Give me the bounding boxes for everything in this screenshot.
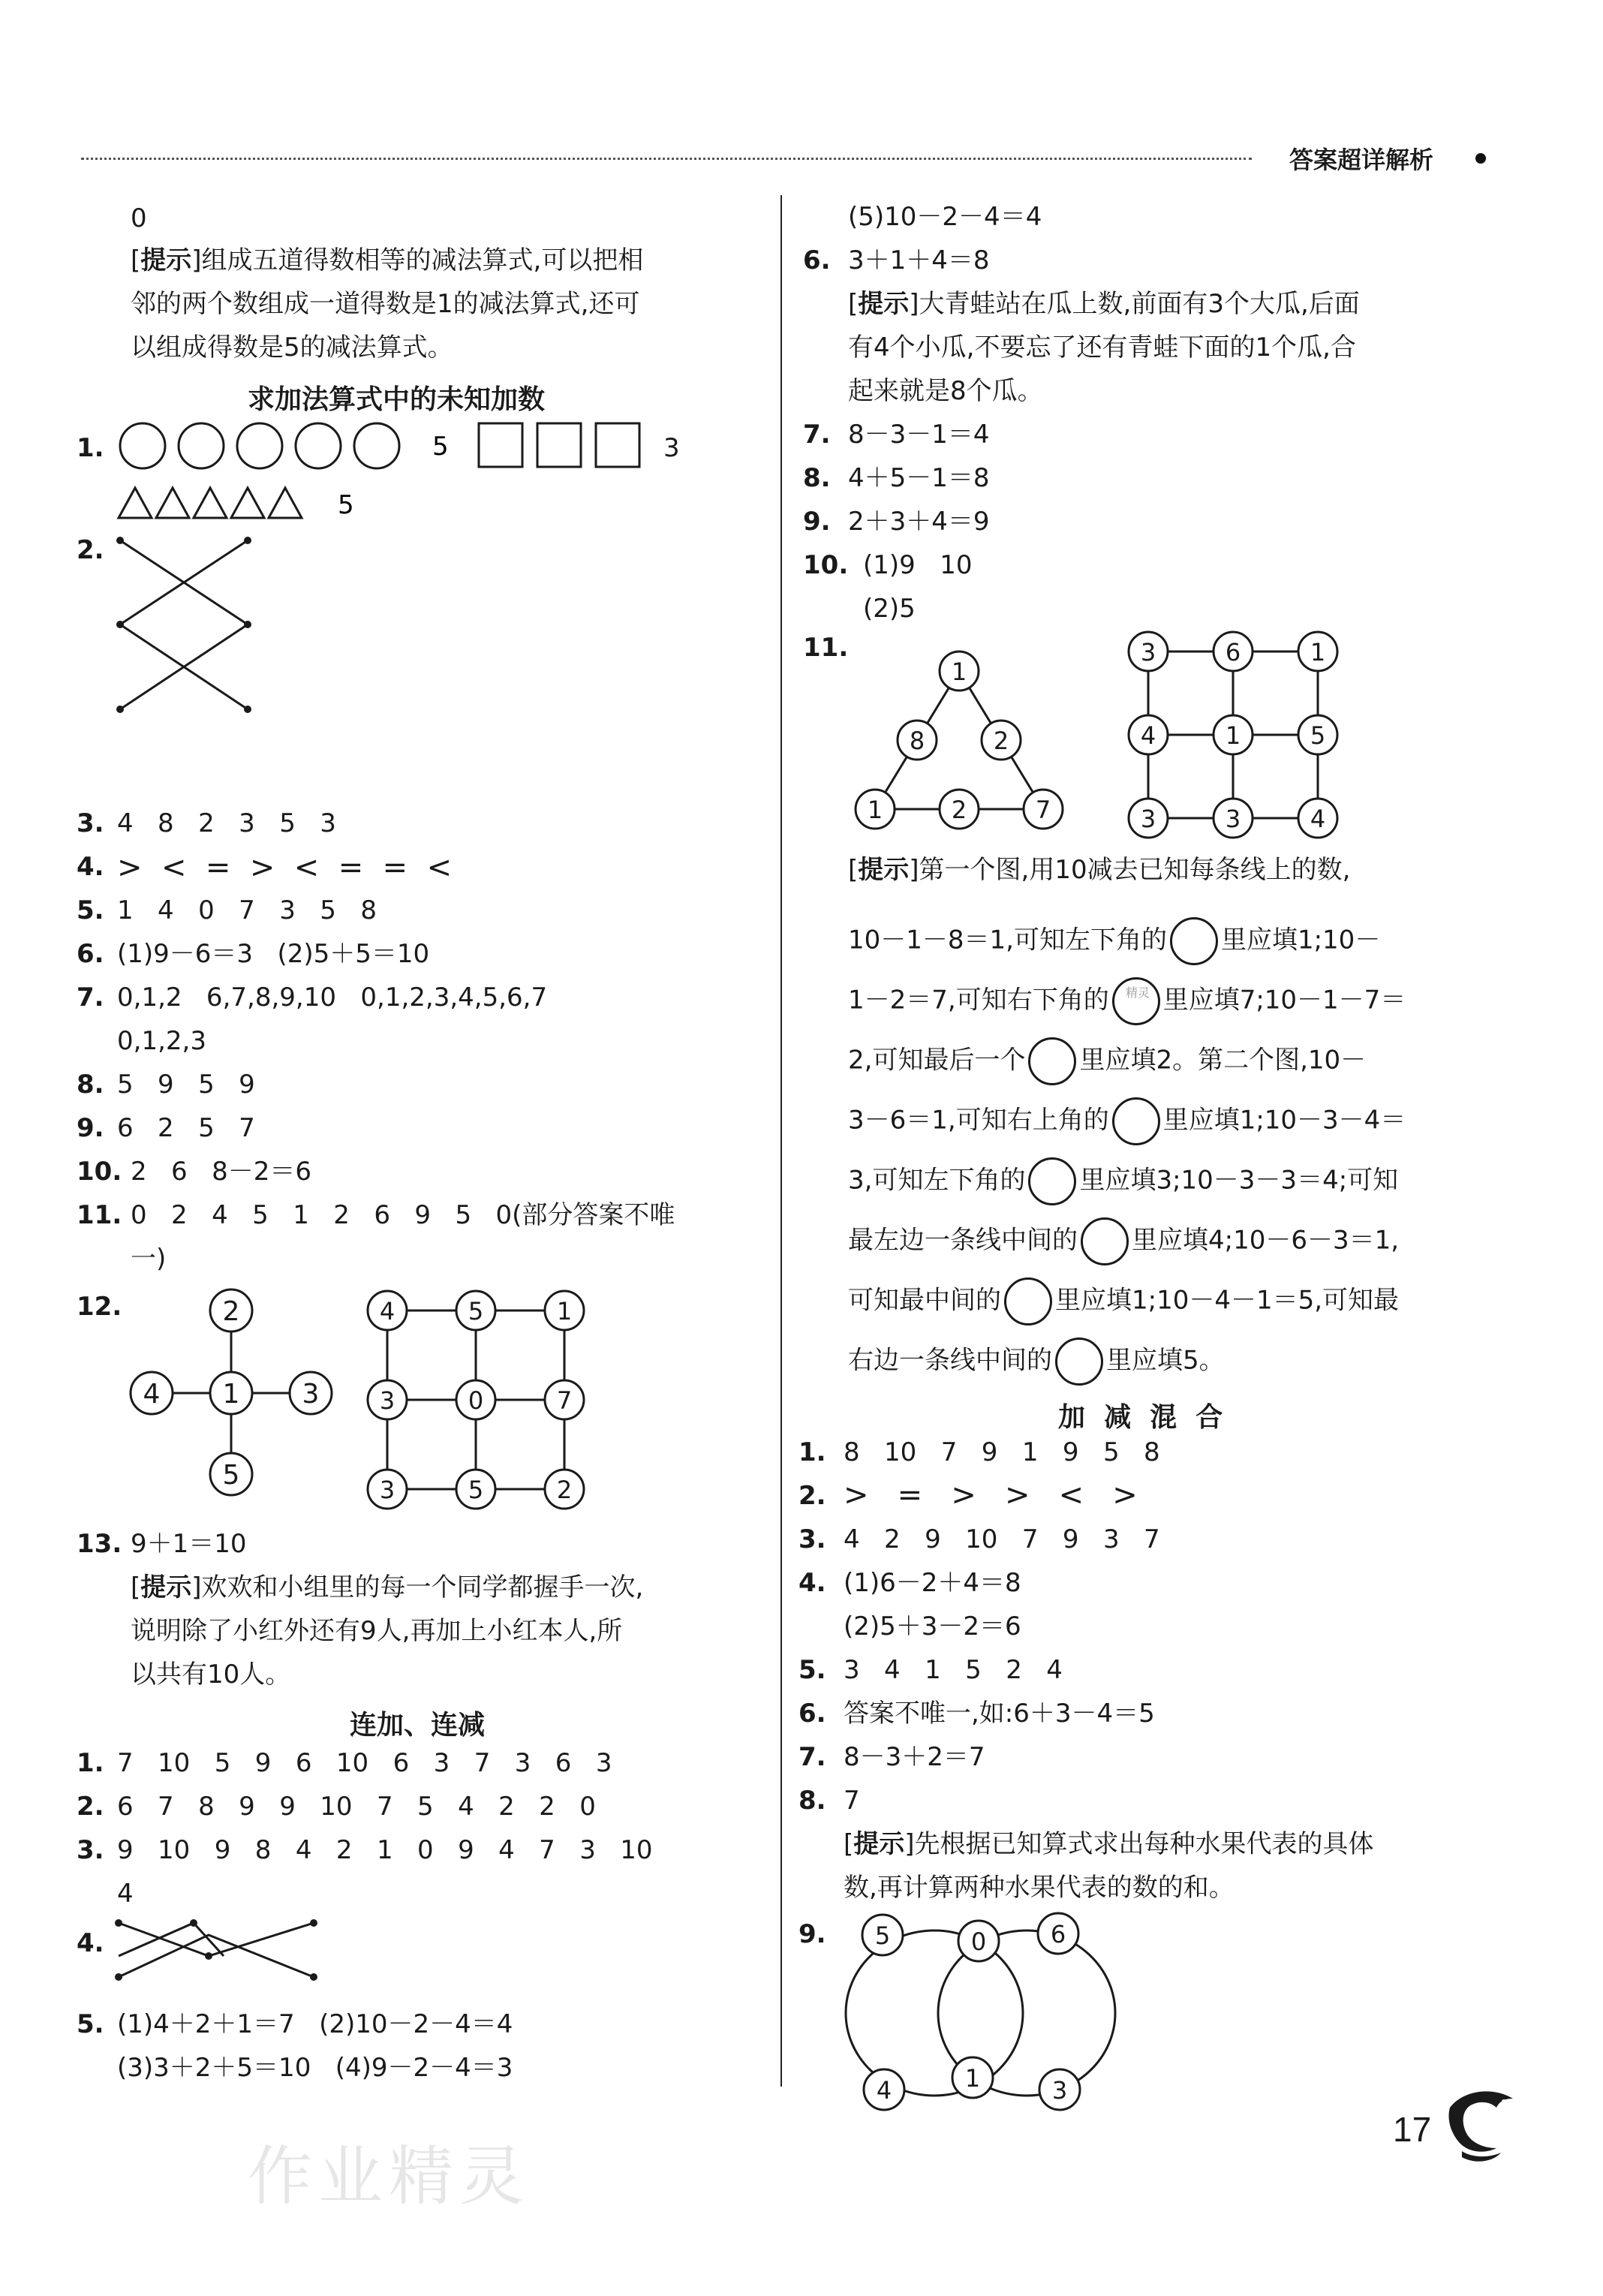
circle-number: 0 <box>468 1386 484 1415</box>
hint-line <box>848 1217 1399 1265</box>
hint-line <box>848 1277 1399 1326</box>
hint-line: [提示]先根据已知算式求出每种水果代表的具体 <box>844 1829 1374 1859</box>
circle-number: 4 <box>143 1379 161 1410</box>
question-number: 2. <box>77 535 104 565</box>
circle-number: 5 <box>222 1460 240 1491</box>
answer-text: 一) <box>131 1244 167 1274</box>
circle-number: 6 <box>1050 1920 1066 1948</box>
small-stamp: 精灵 <box>1126 986 1150 1000</box>
hint-text: 欢欢和小组里的每一个同学都握手一次, <box>201 1572 644 1602</box>
header-dotted-rule <box>81 158 1252 160</box>
triangle-icon <box>156 488 189 518</box>
squares-count: 3 <box>663 433 680 463</box>
circle-number: 1 <box>951 658 967 686</box>
blank-circle-icon <box>1112 1097 1160 1145</box>
circle-number: 4 <box>1140 721 1156 750</box>
question-number: 8. <box>77 1070 104 1100</box>
hint-line <box>848 1157 1398 1205</box>
grid-number-diagram <box>1124 629 1349 854</box>
question-number: 2. <box>77 1792 104 1822</box>
answer-text: (2)5 <box>863 594 916 624</box>
question-number: 5. <box>77 2009 104 2039</box>
circle-shapes <box>120 423 399 468</box>
answer-text: 4＋5－1＝8 <box>848 463 990 493</box>
answer-text: 0,1,2,3 <box>117 1026 206 1056</box>
answer-text: 8－3＋2＝7 <box>844 1742 985 1772</box>
question-number: 1. <box>798 1437 826 1467</box>
hint-text: 可知最中间的 <box>848 1285 1001 1316</box>
hint-line: 起来就是8个瓜。 <box>848 376 1043 406</box>
circle-number: 6 <box>1225 638 1241 667</box>
answer-text: (1)6－2＋4＝8 <box>844 1568 1021 1598</box>
answer-text: > = > > < > <box>844 1478 1138 1512</box>
question-number: 8. <box>803 463 831 493</box>
hint-text: 里应填1;10－3－4＝ <box>1162 1105 1406 1136</box>
question-number: 6. <box>77 939 104 969</box>
answer-text: 3 4 1 5 2 4 <box>844 1655 1063 1685</box>
circle-number: 2 <box>556 1476 573 1504</box>
triangle-icon <box>119 488 152 518</box>
shapes-row-triangles <box>113 480 368 525</box>
answer-text: 1 4 0 7 3 5 8 <box>117 895 377 925</box>
triangle-number-diagram <box>845 645 1085 841</box>
circle-number: 3 <box>302 1379 320 1410</box>
question-number: 9. <box>77 1113 104 1143</box>
hint-text: 1－2＝7,可知右下角的 <box>848 985 1109 1016</box>
hint-line: 以组成得数是5的减法算式。 <box>131 333 453 363</box>
circle-icon <box>354 423 399 468</box>
circle-number: 3 <box>1140 805 1156 833</box>
answer-text: (1)4＋2＋1＝7 (2)10－2－4＝4 <box>117 2009 513 2039</box>
question-number: 10. <box>803 550 849 580</box>
blank-circle-icon <box>1004 1277 1052 1326</box>
answer-text: 6 2 5 7 <box>117 1113 255 1143</box>
question-number: 2. <box>798 1481 826 1511</box>
hint-text: 里应填3;10－3－3＝4;可知 <box>1079 1165 1399 1196</box>
question-number: 6. <box>798 1699 826 1729</box>
answer-text: 4 <box>117 1879 134 1909</box>
shapes-row-circles-squares <box>113 417 653 477</box>
answer-text: 3＋1＋4＝8 <box>848 245 990 275</box>
hint-label: 提示 <box>140 245 192 275</box>
answer-text: 2 6 8－2＝6 <box>131 1157 312 1187</box>
question-number: 3. <box>798 1524 826 1554</box>
question-number: 7. <box>803 420 831 450</box>
question-number: 9. <box>803 507 831 537</box>
section-title: 加 减 混 合 <box>1058 1402 1223 1433</box>
answer-text: (3)3＋2＋5＝10 (4)9－2－4＝3 <box>117 2053 513 2083</box>
matching-lines-diagram <box>105 525 270 751</box>
hint-line <box>848 917 1380 965</box>
blank-circle-icon <box>1055 1338 1103 1386</box>
circle-number: 3 <box>1225 805 1241 833</box>
answer-text: (1)9 10 <box>863 550 973 580</box>
dot-icon <box>205 1952 212 1960</box>
hint-label: 提示 <box>140 1572 192 1602</box>
hint-label: 提示 <box>858 855 910 885</box>
hint-text: 先根据已知算式求出每种水果代表的具体 <box>914 1829 1374 1859</box>
dot-icon <box>116 621 124 628</box>
question-number: 13. <box>77 1529 122 1559</box>
circle-number: 5 <box>468 1297 484 1326</box>
blank-circle-icon <box>1170 917 1218 965</box>
hint-line <box>848 1338 1225 1386</box>
section-title: 连加、连减 <box>350 1710 486 1741</box>
circle-icon <box>237 423 282 468</box>
zigzag-line <box>119 1935 314 1977</box>
answer-text: 4 8 2 3 5 3 <box>117 808 336 838</box>
header-title: 答案超详解析 <box>1289 146 1434 174</box>
question-number: 5. <box>798 1655 826 1685</box>
cross-number-diagram <box>126 1285 351 1510</box>
dolphin-logo-icon <box>1441 2079 1523 2169</box>
circle-number: 1 <box>964 2064 981 2093</box>
question-number: 10. <box>77 1157 122 1187</box>
answer-text: > < = > < = = < <box>117 850 453 885</box>
dot-icon <box>115 1919 122 1927</box>
hint-text: 第一个图,用10减去已知每条线上的数, <box>919 855 1351 885</box>
dot-icon <box>244 706 251 713</box>
square-icon <box>479 423 522 467</box>
circle-icon <box>120 423 165 468</box>
circle-number: 3 <box>1140 638 1156 667</box>
question-number: 4. <box>77 1928 104 1958</box>
hint-line <box>848 1037 1366 1085</box>
triangle-icon <box>194 488 227 518</box>
circle-icon <box>296 423 341 468</box>
hint-label: 提示 <box>853 1829 905 1859</box>
hint-text: 3,可知左下角的 <box>848 1165 1026 1196</box>
circle-number: 4 <box>1310 805 1326 833</box>
answer-text: (5)10－2－4＝4 <box>848 202 1042 232</box>
blank-circle-icon <box>1081 1217 1129 1265</box>
question-number: 5. <box>77 895 104 925</box>
hint-text: 里应填5。 <box>1106 1345 1225 1376</box>
hint-text: 2,可知最后一个 <box>848 1045 1026 1076</box>
hint-line <box>848 1097 1406 1145</box>
circles-count: 5 <box>432 432 449 462</box>
dot-icon <box>116 706 124 713</box>
answer-text: 0,1,2 6,7,8,9,10 0,1,2,3,4,5,6,7 <box>117 982 548 1013</box>
question-number: 11. <box>77 1200 122 1230</box>
grid-number-diagram <box>365 1288 590 1513</box>
hint-text: 最左边一条线中间的 <box>848 1225 1078 1256</box>
hint-line: 以共有10人。 <box>131 1660 291 1690</box>
square-icon <box>596 423 639 467</box>
circle-number: 1 <box>222 1379 240 1410</box>
hint-text: 10－1－8＝1,可知左下角的 <box>848 925 1167 955</box>
circle-number: 0 <box>970 1927 987 1956</box>
circle-number: 3 <box>1051 2076 1068 2105</box>
circle-number: 1 <box>867 796 883 824</box>
circle-number: 5 <box>874 1921 891 1950</box>
dot-icon <box>244 537 251 544</box>
question-number: 6. <box>803 245 831 275</box>
square-shapes <box>479 423 639 467</box>
watermark: 作业精灵 <box>248 2139 530 2214</box>
question-number: 7. <box>798 1742 826 1772</box>
triangles-count: 5 <box>338 490 354 520</box>
section-title: 求加法算式中的未知加数 <box>248 384 546 415</box>
dot-icon <box>310 1973 317 1981</box>
dot-icon <box>244 621 251 628</box>
hint-line: [提示]大青蛙站在瓜上数,前面有3个大瓜,后面 <box>848 289 1360 319</box>
question-number: 8. <box>798 1786 826 1816</box>
circle-number: 4 <box>876 2076 892 2105</box>
circle-number: 7 <box>1035 796 1051 824</box>
circle-number: 2 <box>993 727 1009 755</box>
circle-number: 3 <box>379 1386 395 1415</box>
answer-text: 7 10 5 9 6 10 6 3 7 3 6 3 <box>117 1748 612 1778</box>
circle-number: 3 <box>379 1476 395 1504</box>
answer-text: 4 2 9 10 7 9 3 7 <box>844 1524 1160 1554</box>
blank-circle-icon <box>1028 1037 1076 1085</box>
hint-text: 里应填1;10－4－1＝5,可知最 <box>1055 1285 1400 1316</box>
answer-text: 0 2 4 5 1 2 6 9 5 0(部分答案不唯 <box>131 1200 675 1230</box>
hint-text: 组成五道得数相等的减法算式,可以把相 <box>201 245 644 275</box>
question-number: 7. <box>77 982 104 1013</box>
circle-number: 5 <box>1310 721 1326 750</box>
hint-line: 说明除了小红外还有9人,再加上小红本人,所 <box>131 1616 623 1646</box>
zigzag-line <box>119 1923 314 1956</box>
column-divider <box>780 195 782 2087</box>
question-number: 4. <box>798 1568 826 1598</box>
answer-text: 6 7 8 9 9 10 7 5 4 2 2 0 <box>117 1792 596 1822</box>
hint-line: 邻的两个数组成一道得数是1的减法算式,还可 <box>131 289 640 319</box>
hint-text: 里应填1;10－ <box>1220 925 1381 955</box>
hint-line: [提示]组成五道得数相等的减法算式,可以把相 <box>131 245 644 275</box>
hint-text: 里应填2。第二个图,10－ <box>1079 1045 1367 1076</box>
question-number: 1. <box>77 433 104 463</box>
triangle-icon <box>231 488 264 518</box>
hint-line: 数,再计算两种水果代表的数的和。 <box>844 1873 1235 1903</box>
hint-label: 提示 <box>858 289 910 319</box>
answer-text: 8 10 7 9 1 9 5 8 <box>844 1437 1160 1467</box>
circle-number: 4 <box>379 1297 395 1326</box>
square-icon <box>537 423 581 467</box>
blank-circle-icon <box>1028 1157 1076 1205</box>
circle-number: 7 <box>556 1386 573 1415</box>
answer-text: 7 <box>844 1786 860 1816</box>
dot-icon <box>116 537 124 544</box>
dot-icon <box>115 1973 122 1981</box>
hint-line: [提示]欢欢和小组里的每一个同学都握手一次, <box>131 1572 644 1602</box>
hint-text: 里应填4;10－6－3＝1, <box>1132 1225 1400 1256</box>
circle-number: 1 <box>1225 721 1241 750</box>
triangle-shapes <box>119 488 302 518</box>
hint-text: 里应填7;10－1－7＝ <box>1162 985 1406 1016</box>
hint-line: [提示]第一个图,用10减去已知每条线上的数, <box>848 855 1351 885</box>
circle-number: 2 <box>222 1296 240 1327</box>
answer-text: 8－3－1＝4 <box>848 420 990 450</box>
question-number: 9. <box>798 1919 826 1949</box>
question-number: 3. <box>77 808 104 838</box>
answer-text: 5 9 5 9 <box>117 1070 255 1100</box>
hint-text: 大青蛙站在瓜上数,前面有3个大瓜,后面 <box>919 289 1360 319</box>
header-dot-icon <box>1475 153 1486 164</box>
dot-icon <box>190 1919 197 1927</box>
answer-text: 9 10 9 8 4 2 1 0 9 4 7 3 10 <box>117 1835 653 1865</box>
question-number: 4. <box>77 852 104 882</box>
hint-text: 3－6＝1,可知右上角的 <box>848 1105 1109 1136</box>
question-number: 12. <box>77 1292 122 1322</box>
answer-text: 2＋3＋4＝9 <box>848 507 990 537</box>
top-answer: 0 <box>131 203 147 233</box>
answer-text: 9＋1＝10 <box>131 1529 247 1559</box>
circle-number: 2 <box>951 796 967 824</box>
hint-text: 右边一条线中间的 <box>848 1345 1052 1376</box>
circle-number: 1 <box>556 1297 573 1326</box>
answer-text: 答案不唯一,如:6＋3－4＝5 <box>844 1699 1155 1729</box>
dot-icon <box>310 1919 317 1927</box>
answer-text: (2)5＋3－2＝6 <box>844 1611 1021 1642</box>
circle-number: 5 <box>468 1476 484 1504</box>
circle-icon <box>179 423 224 468</box>
question-number: 3. <box>77 1835 104 1865</box>
answer-text: (1)9－6＝3 (2)5＋5＝10 <box>117 939 430 969</box>
question-number: 1. <box>77 1748 104 1778</box>
triangle-icon <box>269 488 302 518</box>
question-number: 11. <box>803 633 849 663</box>
page-number: 17 <box>1393 2110 1432 2149</box>
circle-number: 8 <box>909 727 925 755</box>
circle-number: 1 <box>1310 638 1326 667</box>
rings-number-diagram <box>833 1909 1118 2112</box>
zigzag-lines-diagram <box>111 1911 336 1986</box>
hint-line: 有4个小瓜,不要忘了还有青蛙下面的1个瓜,合 <box>848 333 1356 363</box>
